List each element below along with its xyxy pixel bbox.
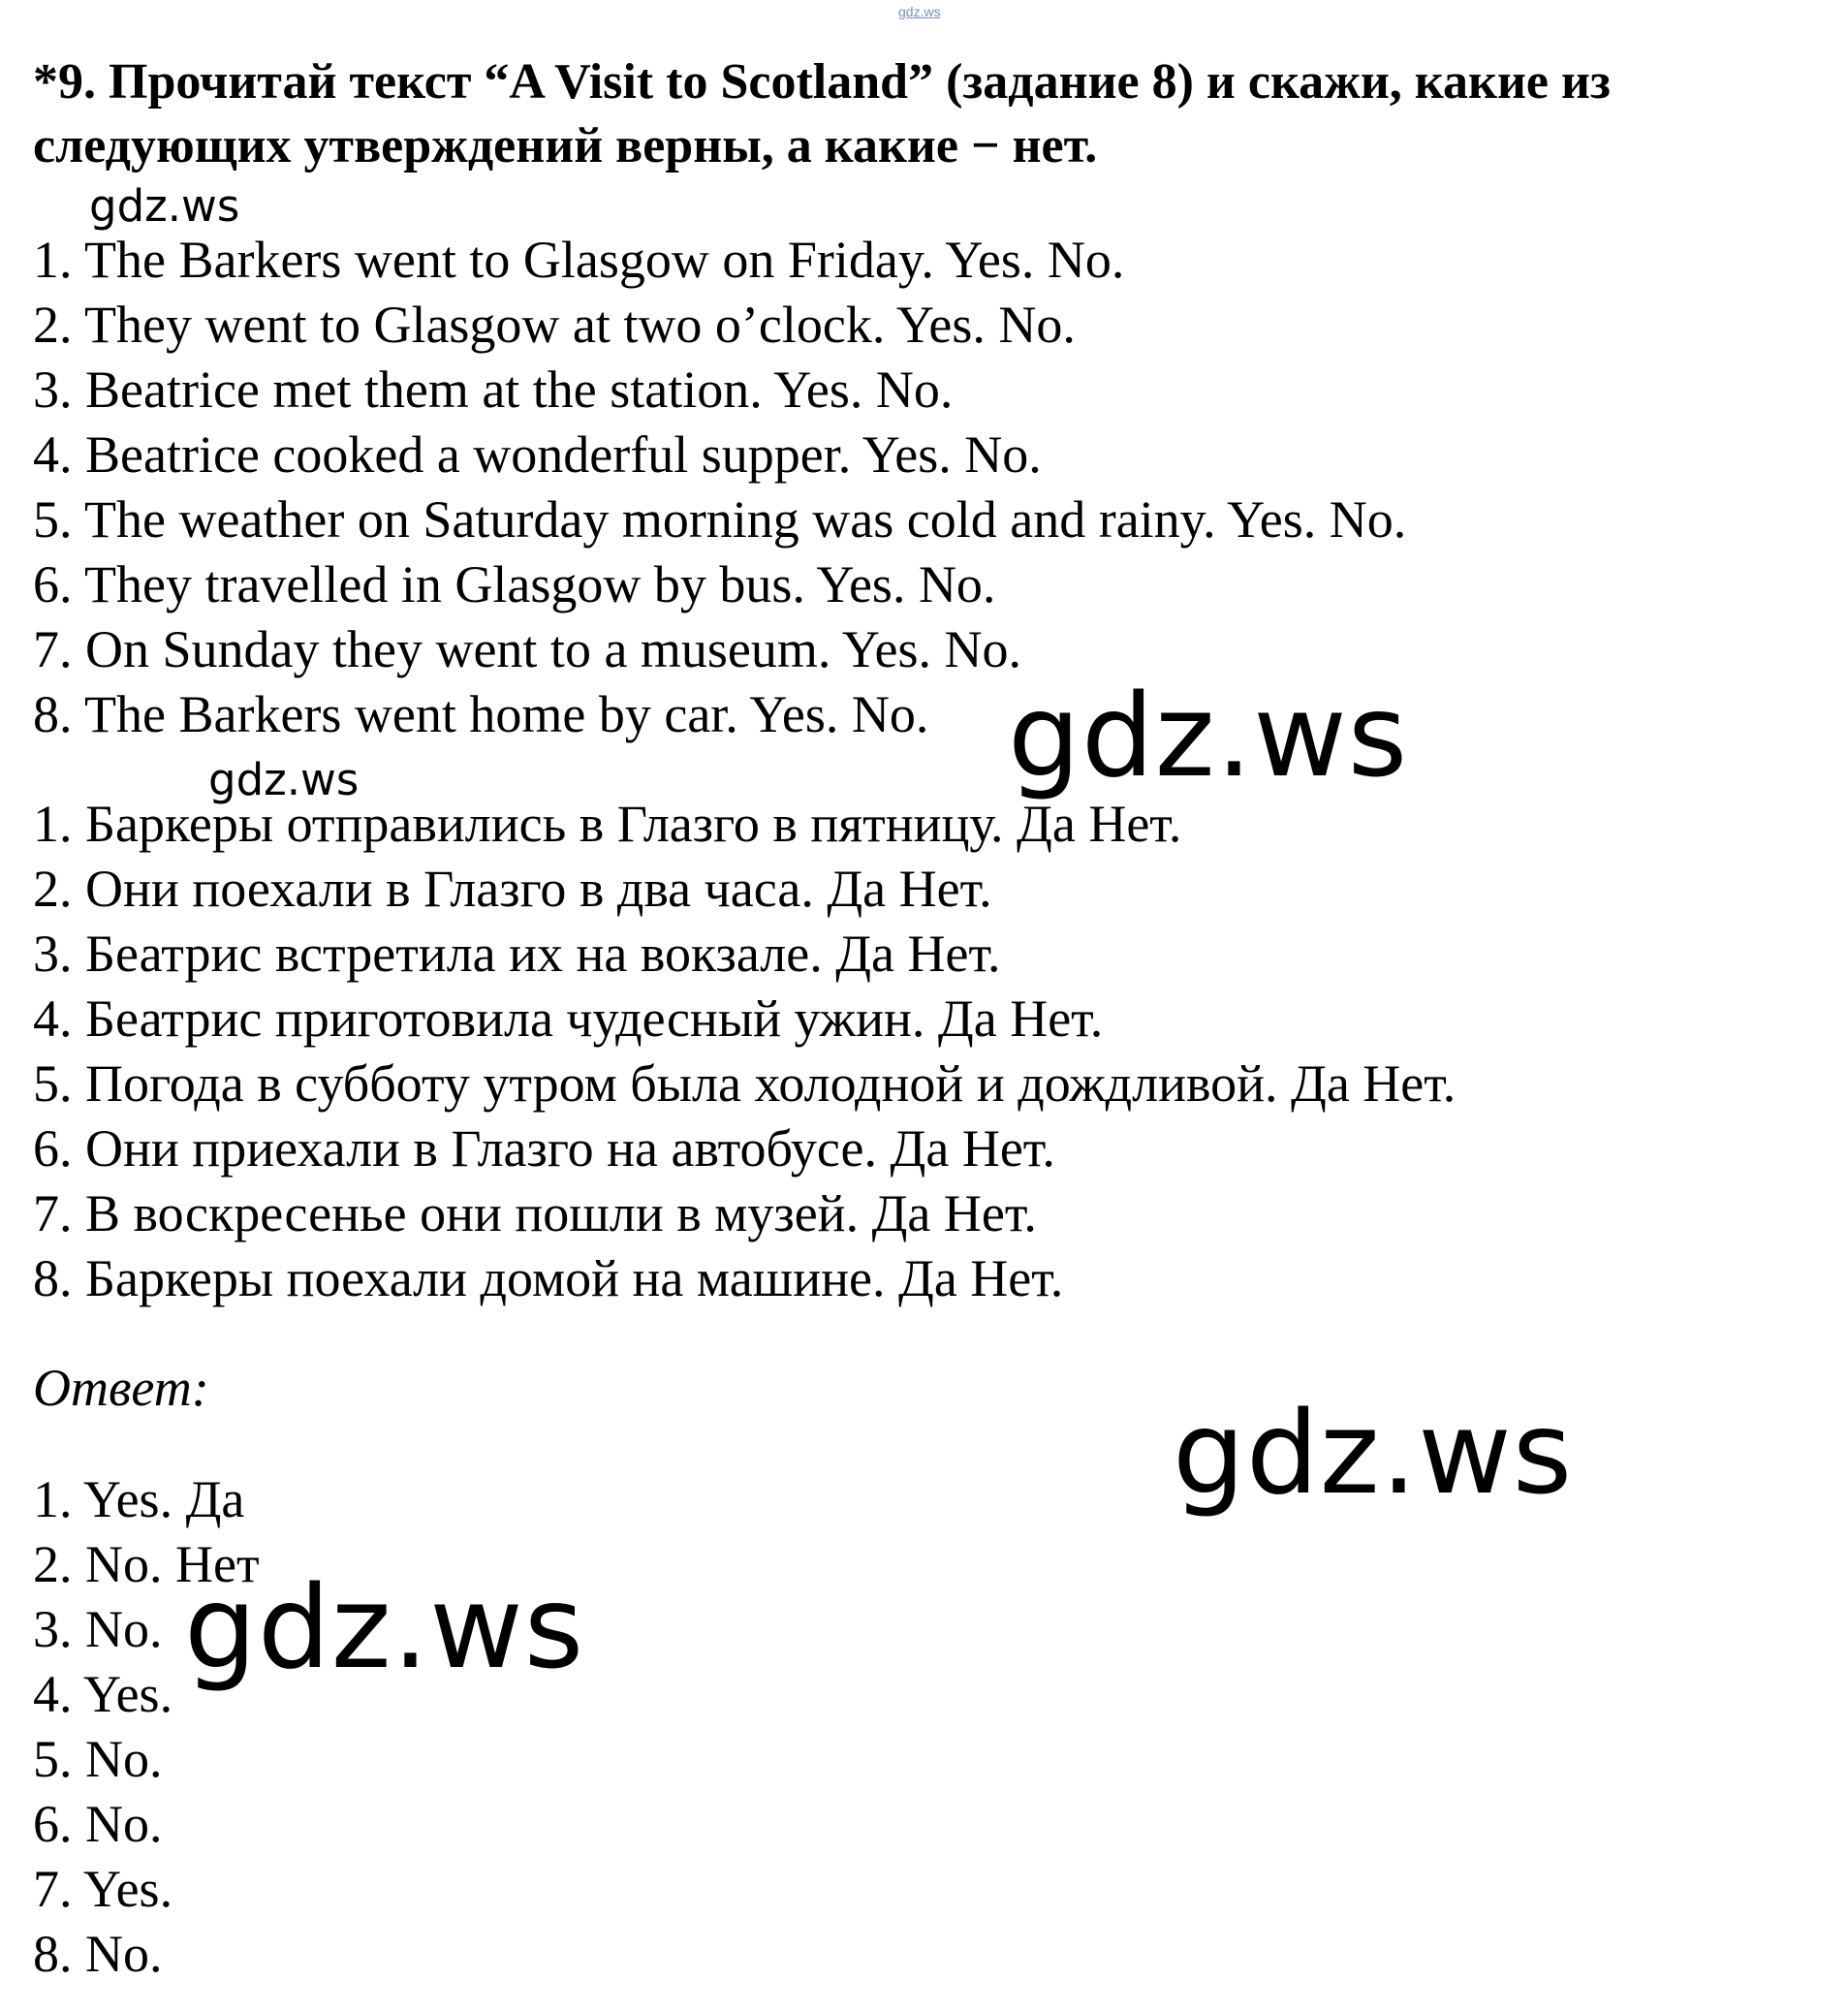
- english-statement-6: 6. They travelled in Glasgow by bus. Yes. No.: [33, 555, 996, 613]
- russian-statement-5: 5. Погода в субботу утром была холодной и дождливой. Да Нет.: [33, 1054, 1456, 1113]
- english-statement-3: 3. Beatrice met them at the station. Yes. No.: [33, 361, 954, 419]
- russian-statement-6: 6. Они приехали в Глазго на автобусе. Да Нет.: [33, 1119, 1055, 1178]
- answer-3: 3. No.: [33, 1600, 163, 1658]
- answer-6: 6. No.: [33, 1795, 163, 1853]
- russian-statement-8: 8. Баркеры поехали домой на машине. Да Нет.: [33, 1249, 1064, 1307]
- top-watermark: gdz.ws: [898, 4, 941, 19]
- answer-8: 8. No.: [33, 1925, 163, 1983]
- english-statement-5: 5. The weather on Saturday morning was cold and rainy. Yes. No.: [33, 490, 1407, 549]
- russian-statement-3: 3. Беатрис встретила их на вокзале. Да Нет.: [33, 925, 1001, 983]
- answer-4: 4. Yes.: [33, 1665, 173, 1723]
- watermark-small-1: gdz.ws: [89, 180, 240, 232]
- russian-statement-2: 2. Они поехали в Глазго в два часа. Да Нет.: [33, 860, 992, 918]
- english-statement-7: 7. On Sunday they went to a museum. Yes. No.: [33, 620, 1021, 678]
- russian-statement-1: 1. Баркеры отправились в Глазго в пятницу. Да Нет.: [33, 795, 1182, 853]
- english-statement-2: 2. They went to Glasgow at two o’clock. Yes. No.: [33, 296, 1076, 354]
- english-statement-4: 4. Beatrice cooked a wonderful supper. Yes. No.: [33, 425, 1042, 484]
- answer-7: 7. Yes.: [33, 1860, 173, 1918]
- english-statement-1: 1. The Barkers went to Glasgow on Friday. Yes. No.: [33, 231, 1125, 289]
- russian-statement-4: 4. Беатрис приготовила чудесный ужин. Да Нет.: [33, 990, 1104, 1048]
- english-statement-8: 8. The Barkers went home by car. Yes. No.: [33, 685, 929, 743]
- watermark-large-3: gdz.ws: [184, 1560, 585, 1694]
- answer-2: 2. No. Нет: [33, 1535, 260, 1593]
- exercise-heading: *9. Прочитай текст “A Visit to Scotland” (задание 8) и скажи, какие из следующих утверждений верны, а какие − нет.: [33, 54, 1611, 173]
- watermark-small-2: gdz.ws: [208, 754, 360, 805]
- answer-5: 5. No.: [33, 1730, 163, 1788]
- watermark-large-2: gdz.ws: [1173, 1386, 1574, 1520]
- answer-1: 1. Yes. Да: [33, 1470, 245, 1528]
- watermark-large-1: gdz.ws: [1008, 669, 1409, 802]
- russian-statement-7: 7. В воскресенье они пошли в музей. Да Нет.: [33, 1184, 1037, 1242]
- answer-label: Ответ:: [33, 1359, 209, 1417]
